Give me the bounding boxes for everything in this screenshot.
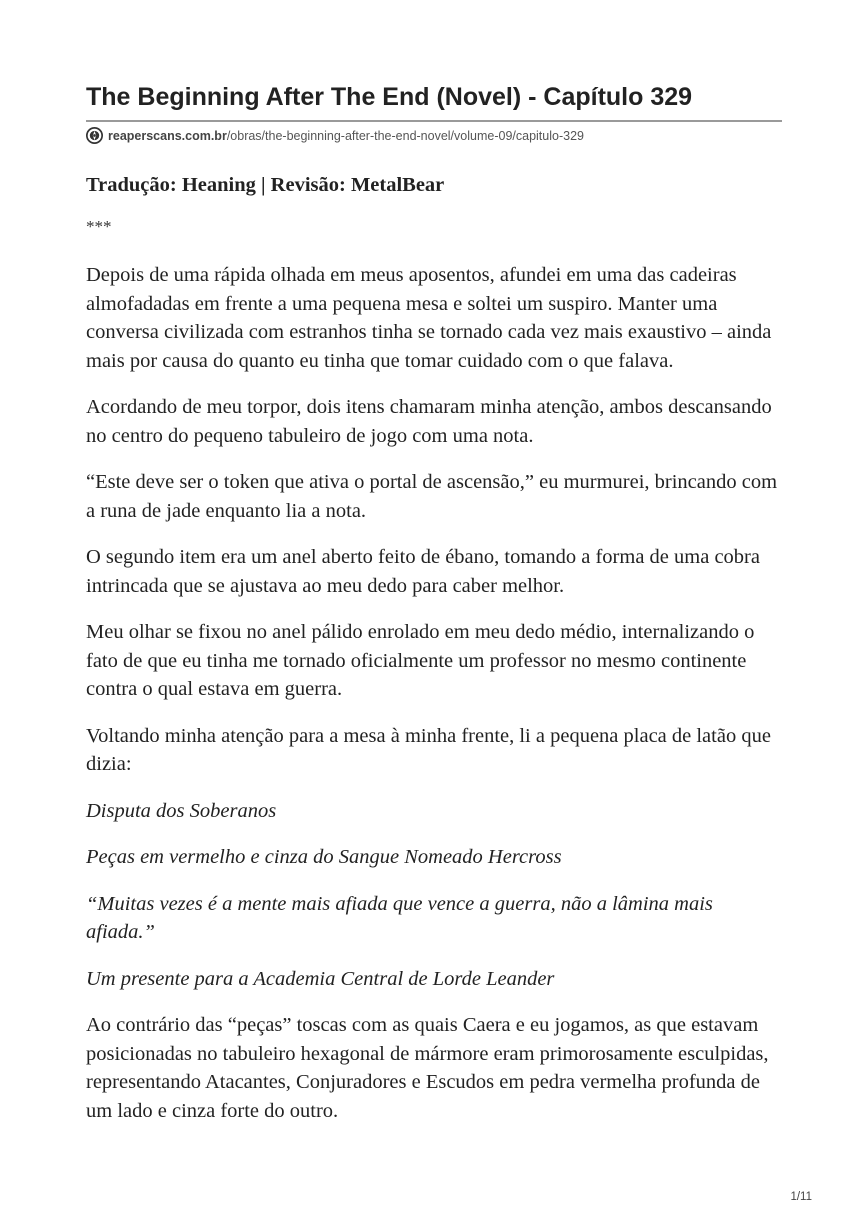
paragraph: Voltando minha atenção para a mesa à minha frente, li a pequena placa de latão que dizia:	[86, 724, 771, 775]
paragraph: Meu olhar se fixou no anel pálido enrolado em meu dedo médio, internalizando o fato de que eu tinha me tornado oficialmente um professor no mesmo continente contra o qual estava em guerra.	[86, 621, 755, 700]
paragraph: Ao contrário das “peças” toscas com as quais Caera e eu jogamos, as que estavam posicionadas no tabuleiro hexagonal de mármore eram primorosamente esculpidas, representando Atacantes, Conjuradores e Escudos em pedra vermelha profunda de um lado e cinza forte do outro.	[86, 1014, 769, 1122]
page-title: The Beginning After The End (Novel) - Capítulo 329	[86, 80, 782, 122]
plaque-line: “Muitas vezes é a mente mais afiada que vence a guerra, não a lâmina mais afiada.”	[86, 892, 713, 943]
document-page	[86, 80, 782, 1143]
source-domain[interactable]: reaperscans.com.br	[108, 128, 227, 143]
plaque-line: Um presente para a Academia Central de Lorde Leander	[86, 967, 555, 990]
paragraph: Acordando de meu torpor, dois itens chamaram minha atenção, ambos descansando no centro do pequeno tabuleiro de jogo com uma nota.	[86, 396, 772, 447]
page-number: 1/11	[790, 1191, 812, 1203]
chapter-body	[86, 261, 782, 1125]
paragraph: “Este deve ser o token que ativa o portal de ascensão,” eu murmurei, brincando com a runa de jade enquanto lia a nota.	[86, 471, 778, 522]
section-separator: ***	[86, 217, 112, 236]
plaque-line: Peças em vermelho e cinza do Sangue Nomeado Hercross	[86, 846, 562, 868]
source-line	[86, 127, 782, 144]
paragraph: O segundo item era um anel aberto feito de ébano, tomando a forma de uma cobra intrincada que se ajustava ao meu dedo para caber melhor.	[86, 546, 760, 597]
plaque-line: Disputa dos Soberanos	[86, 799, 277, 822]
source-path[interactable]: /obras/the-beginning-after-the-end-novel/volume-09/capitulo-329	[226, 128, 584, 143]
paragraph: Depois de uma rápida olhada em meus aposentos, afundei em uma das cadeiras almofadadas em frente a uma pequena mesa e soltei um suspiro. Manter uma conversa civilizada com estranhos tinha se tornado cada vez mais exaustivo – ainda mais por causa do quanto eu tinha que tomar cuidado com o que falava.	[86, 264, 772, 372]
site-logo-icon	[86, 127, 103, 144]
translation-credits: Tradução: Heaning | Revisão: MetalBear	[86, 174, 445, 196]
